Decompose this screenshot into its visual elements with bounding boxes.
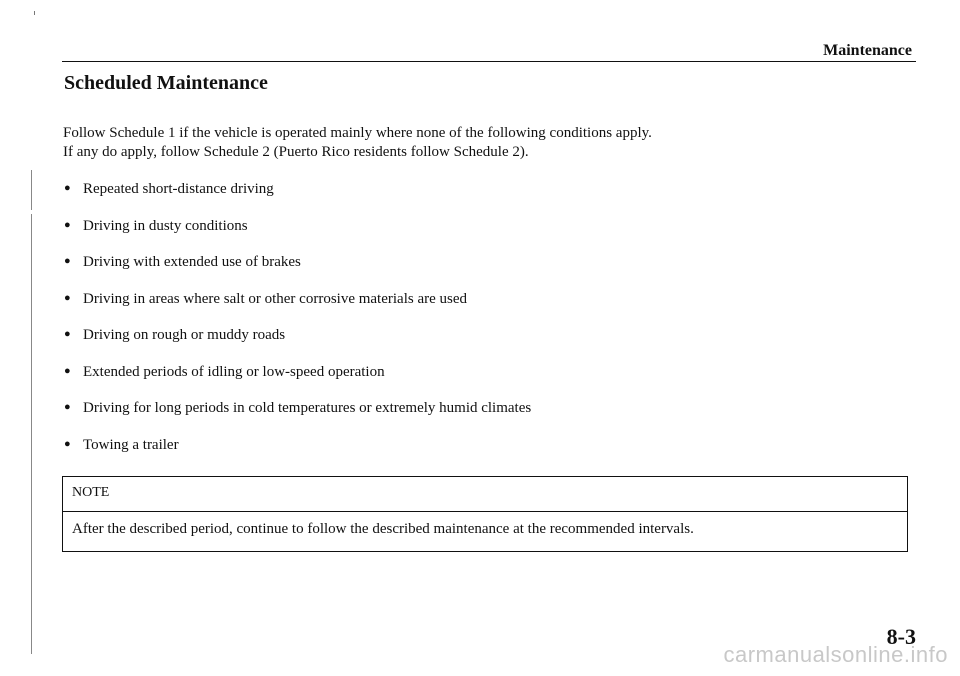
page-title: Scheduled Maintenance (64, 72, 268, 94)
intro-paragraph (63, 124, 823, 162)
list-item (64, 434, 531, 471)
list-item (64, 361, 531, 398)
bullet-icon: ● (64, 182, 71, 194)
intro-line: Follow Schedule 1 if the vehicle is operated mainly where none of the following conditions apply. (63, 125, 652, 141)
bullet-icon: ● (64, 401, 71, 413)
scan-margin-line (31, 170, 32, 210)
note-heading: NOTE (63, 477, 907, 512)
bullet-icon: ● (64, 255, 71, 267)
bullet-icon: ● (64, 364, 71, 377)
intro-line: If any do apply, follow Schedule 2 (Puerto Rico residents follow Schedule 2). (63, 144, 529, 160)
header-rule (62, 61, 916, 62)
list-item (64, 178, 531, 215)
list-item-text: Driving for long periods in cold temperatures or extremely humid climates (83, 400, 532, 416)
list-item (64, 324, 531, 361)
list-item-text: Driving with extended use of brakes (83, 254, 301, 270)
section-title: Maintenance (823, 42, 912, 59)
bullet-icon: ● (64, 291, 71, 304)
watermark: carmanualsonline.info (723, 642, 948, 667)
list-item (64, 251, 531, 288)
scan-speck (34, 11, 35, 15)
list-item-text: Driving in dusty conditions (83, 217, 248, 234)
list-item-text: Repeated short-distance driving (83, 181, 274, 197)
list-item-text: Towing a trailer (83, 436, 179, 453)
scan-margin-line (31, 214, 32, 654)
bullet-icon: ● (64, 218, 71, 231)
list-item-text: Extended periods of idling or low-speed operation (83, 363, 385, 380)
list-item-text: Driving in areas where salt or other corrosive materials are used (83, 290, 468, 307)
conditions-list (64, 178, 531, 470)
note-box (62, 476, 908, 552)
list-item-text: Driving on rough or muddy roads (83, 327, 286, 343)
bullet-icon: ● (64, 328, 71, 340)
note-text: After the described period, continue to follow the described maintenance at the recommended intervals. (72, 521, 694, 537)
list-item (64, 288, 531, 325)
bullet-icon: ● (64, 437, 71, 450)
page-number: 8-3 (886, 624, 916, 649)
list-item (64, 215, 531, 252)
list-item (64, 397, 531, 434)
